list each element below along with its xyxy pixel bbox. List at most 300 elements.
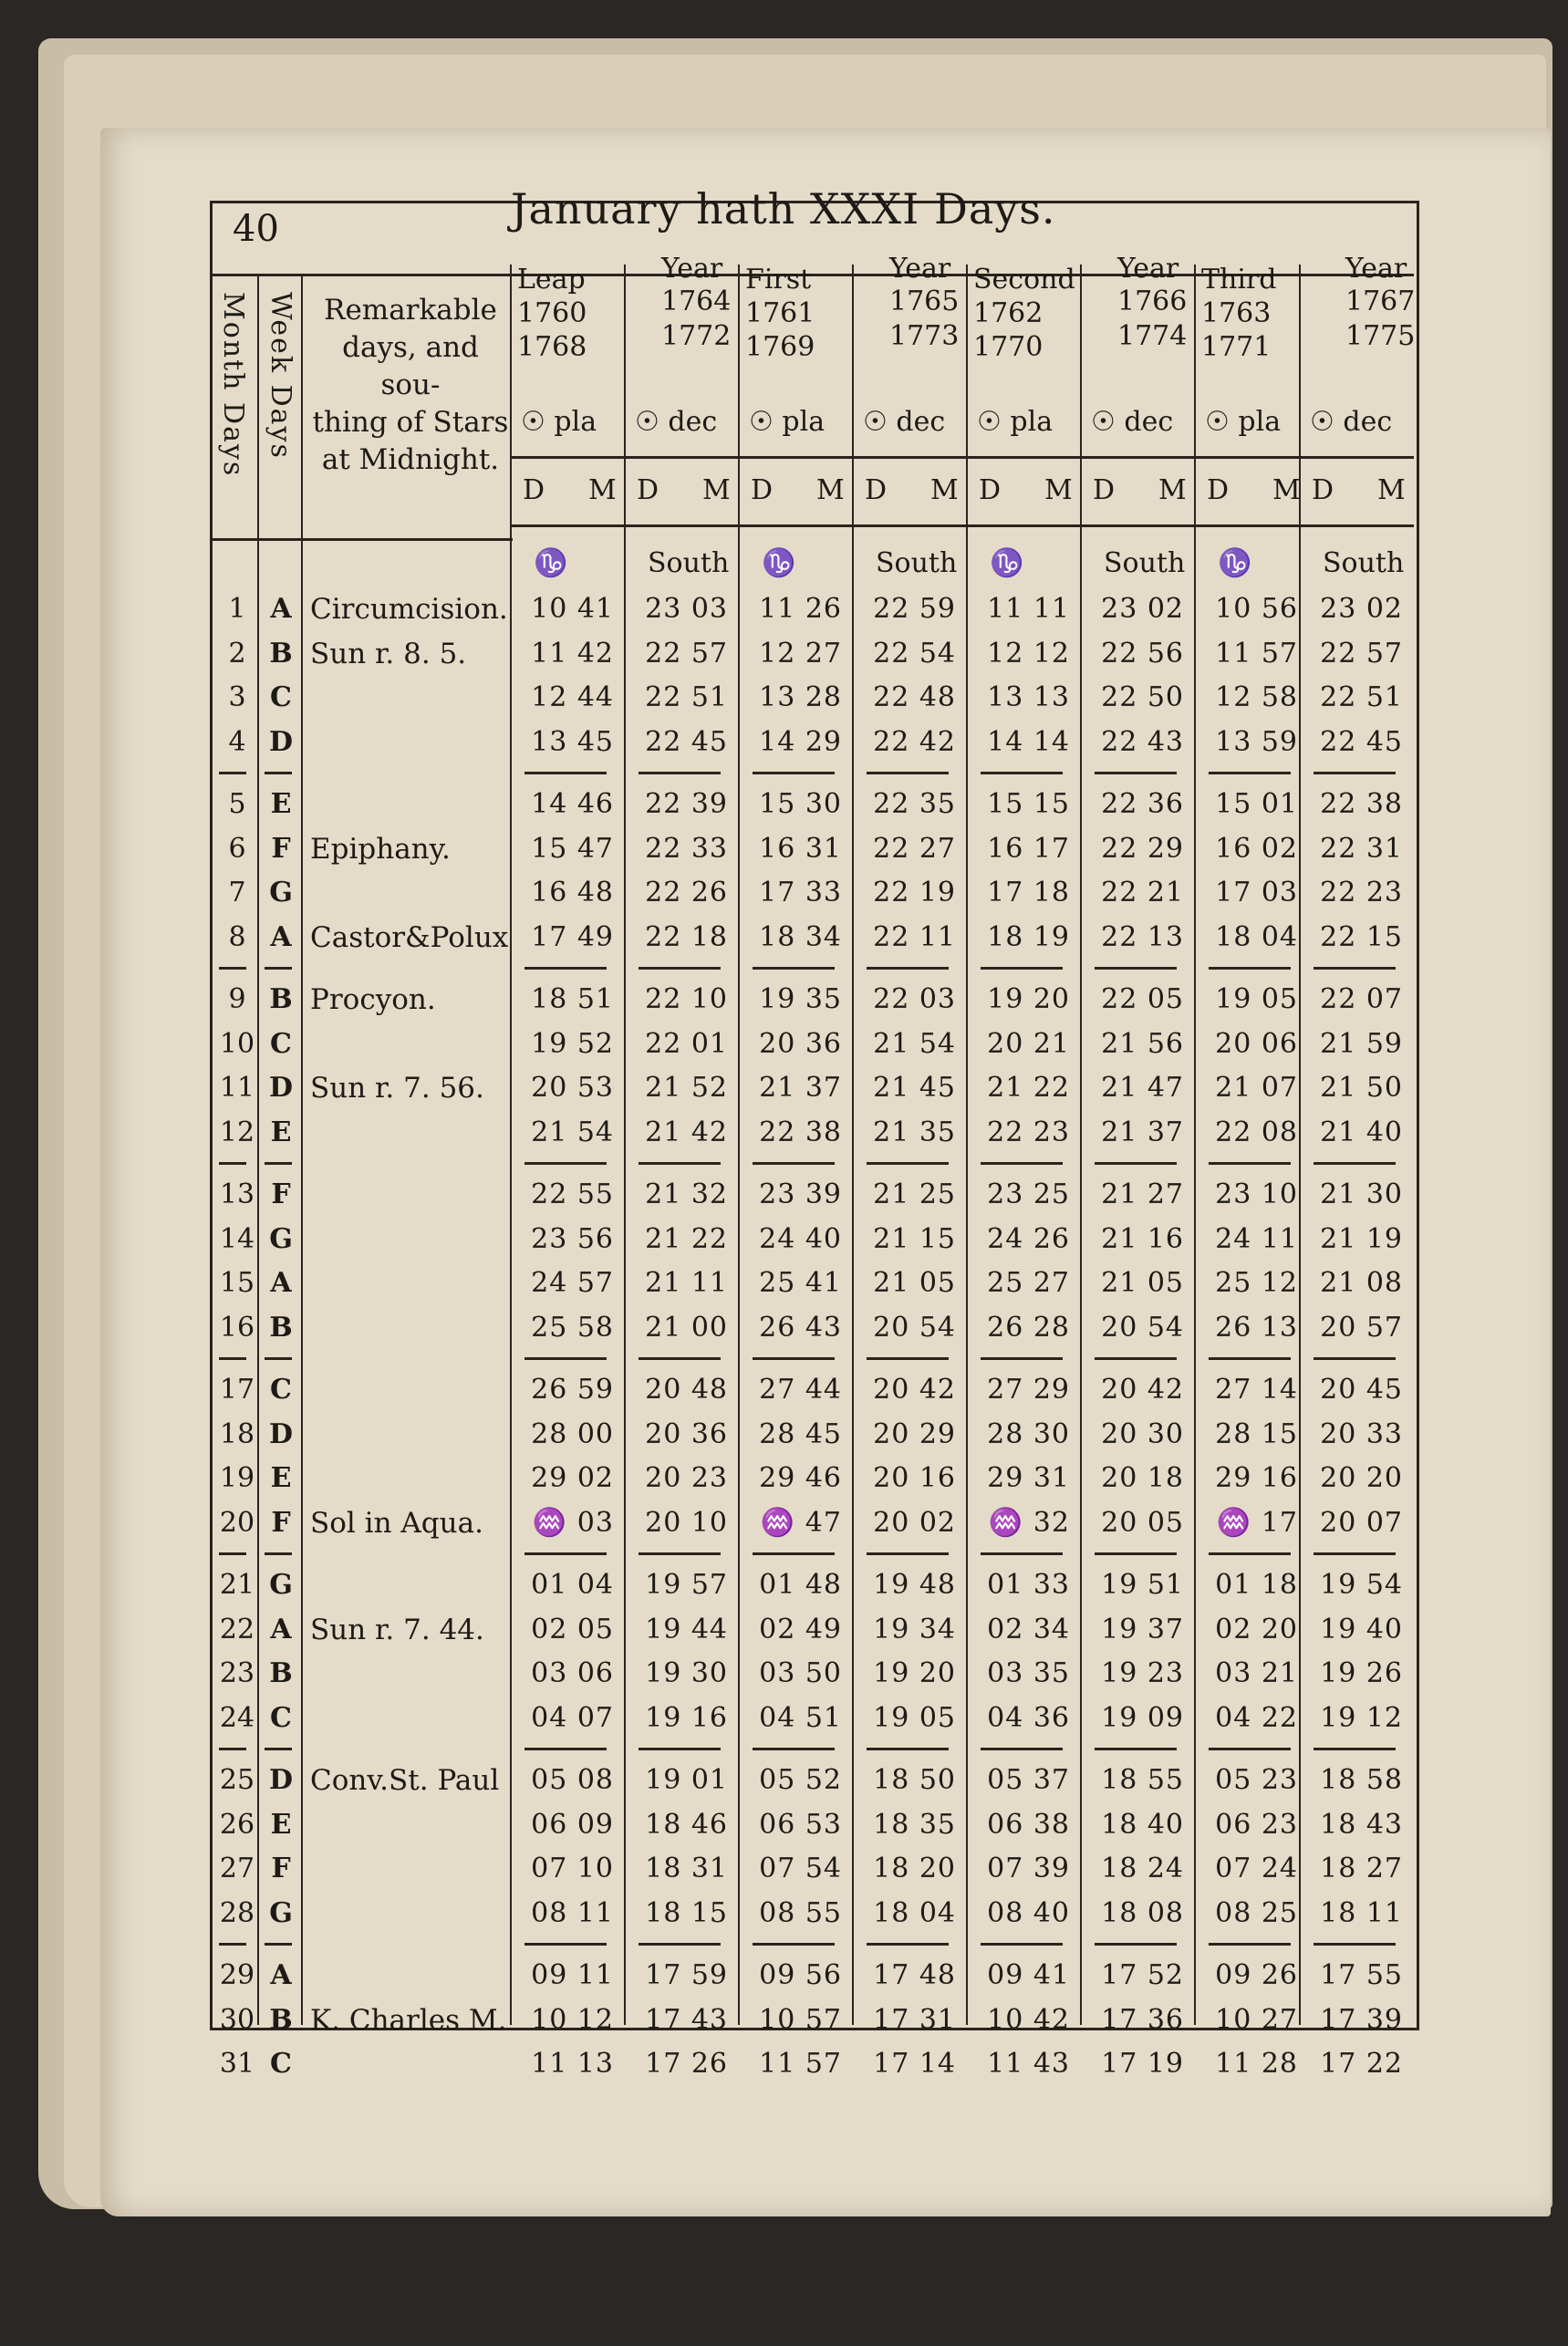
- sun-declination-cell: 22 50: [1101, 681, 1184, 713]
- sun-declination-cell: 18 40: [1101, 1808, 1184, 1841]
- week-dash: [265, 772, 292, 774]
- sun-pla-heading: ☉ pla: [521, 406, 597, 438]
- month-day-number: 28: [219, 1896, 255, 1929]
- sun-declination-cell: 22 45: [645, 725, 728, 758]
- sun-dec-heading: ☉ dec: [863, 406, 946, 438]
- sun-place-cell: 20 21: [987, 1027, 1070, 1060]
- sun-declination-cell: 22 36: [1101, 788, 1184, 820]
- remarkable-day: Sun r. 8. 5.: [310, 637, 467, 670]
- remarkable-day: Epiphany.: [310, 832, 451, 866]
- sun-place-cell: 21 37: [759, 1072, 842, 1104]
- sun-place-cell: 08 40: [987, 1896, 1070, 1929]
- sun-declination-cell: 19 26: [1320, 1657, 1403, 1689]
- sun-place-cell: 26 59: [531, 1374, 614, 1406]
- sun-declination-cell: 20 16: [873, 1462, 956, 1494]
- group-rule: [1314, 1357, 1396, 1360]
- sun-declination-cell: 22 51: [645, 681, 728, 713]
- sun-declination-cell: 21 37: [1101, 1116, 1184, 1148]
- group-rule: [867, 1357, 949, 1360]
- sun-declination-cell: 17 26: [645, 2048, 728, 2080]
- sun-place-cell: 14 46: [531, 788, 614, 820]
- week-day-letter: C: [270, 2048, 292, 2080]
- group-rule: [524, 967, 607, 970]
- year-group-year: 1766: [1117, 285, 1188, 317]
- sun-declination-cell: 20 36: [645, 1417, 728, 1450]
- year-group-year: 1771: [1201, 331, 1272, 363]
- sun-dec-heading: ☉ dec: [635, 406, 718, 438]
- year-group-year: 1768: [517, 331, 587, 363]
- sun-declination-cell: 18 20: [873, 1853, 956, 1884]
- group-rule: [753, 1162, 835, 1165]
- sun-place-cell: 25 27: [987, 1267, 1070, 1299]
- column-rule: [1080, 265, 1082, 2025]
- sun-place-cell: 15 01: [1215, 788, 1298, 820]
- sun-place-cell: 16 31: [759, 832, 842, 865]
- sun-declination-cell: 22 15: [1320, 920, 1403, 953]
- degree-heading: D: [1093, 474, 1116, 506]
- capricorn-sign: ♑: [990, 547, 1024, 579]
- sun-declination-cell: 22 35: [873, 788, 956, 820]
- sun-place-cell: 23 10: [1215, 1178, 1298, 1210]
- month-day-number: 27: [219, 1853, 255, 1884]
- week-day-letter: C: [270, 1027, 292, 1060]
- column-rule: [257, 274, 259, 2025]
- sun-declination-cell: 17 59: [645, 1959, 728, 1991]
- sun-place-cell: ♒ 32: [988, 1506, 1070, 1539]
- remarkable-heading-line: thing of Stars: [312, 406, 509, 439]
- week-dash: [219, 1748, 246, 1750]
- column-rule: [624, 265, 626, 2025]
- sun-place-cell: 11 26: [759, 593, 842, 625]
- sun-place-cell: 24 26: [987, 1222, 1070, 1255]
- minute-heading: M: [1377, 474, 1406, 506]
- sun-place-cell: 11 43: [987, 2048, 1070, 2080]
- remarkable-day: Circumcision.: [310, 593, 508, 626]
- sun-declination-cell: 21 19: [1320, 1222, 1403, 1255]
- month-day-number: 6: [228, 832, 246, 865]
- month-day-number: 19: [219, 1462, 255, 1494]
- month-day-number: 12: [219, 1116, 255, 1148]
- year-group-year: 1772: [661, 320, 732, 352]
- remarkable-heading-line: days, and sou-: [342, 331, 479, 401]
- sun-pla-heading: ☉ pla: [977, 406, 1054, 438]
- sun-place-cell: 13 28: [759, 681, 842, 713]
- minute-heading: M: [1044, 474, 1073, 506]
- capricorn-sign: ♑: [534, 547, 568, 579]
- sun-place-cell: 07 10: [531, 1853, 614, 1884]
- group-rule: [524, 1943, 607, 1946]
- group-rule: [1095, 772, 1177, 774]
- group-rule: [753, 1357, 835, 1360]
- month-day-number: 13: [219, 1178, 255, 1210]
- capricorn-sign: ♑: [1218, 547, 1252, 579]
- month-day-number: 25: [219, 1764, 255, 1796]
- sun-place-cell: 03 06: [531, 1657, 614, 1689]
- sun-declination-cell: 19 57: [645, 1569, 728, 1601]
- sun-declination-cell: 21 45: [873, 1072, 956, 1104]
- sun-declination-cell: 20 29: [873, 1417, 956, 1450]
- sun-declination-cell: 21 42: [645, 1116, 728, 1148]
- subhead-rule: [511, 456, 1414, 459]
- month-day-number: 18: [219, 1417, 255, 1450]
- column-rule: [1194, 265, 1196, 2025]
- sun-place-cell: 23 39: [759, 1178, 842, 1210]
- sun-declination-cell: 22 48: [873, 681, 956, 713]
- south-label: South: [1104, 547, 1186, 579]
- sun-place-cell: 19 20: [987, 983, 1070, 1015]
- degree-heading: D: [865, 474, 888, 506]
- sun-place-cell: 23 56: [531, 1222, 614, 1255]
- group-rule: [981, 967, 1063, 970]
- month-day-number: 23: [219, 1657, 255, 1689]
- year-group-tag: Year: [1345, 253, 1407, 285]
- sun-place-cell: 29 31: [987, 1462, 1070, 1494]
- group-rule: [1314, 772, 1396, 774]
- sun-declination-cell: 17 39: [1320, 2003, 1403, 2036]
- sun-declination-cell: 21 30: [1320, 1178, 1403, 1210]
- sun-declination-cell: 22 27: [873, 832, 956, 865]
- minute-heading: M: [702, 474, 731, 506]
- week-dash: [219, 1162, 246, 1165]
- capricorn-sign: ♑: [762, 547, 796, 579]
- week-day-letter: G: [269, 1222, 293, 1255]
- group-rule: [867, 1552, 949, 1555]
- month-day-number: 4: [228, 725, 246, 758]
- sun-declination-cell: 18 08: [1101, 1896, 1184, 1929]
- sun-place-cell: 14 29: [759, 725, 842, 758]
- sun-place-cell: 11 42: [531, 637, 614, 670]
- sun-declination-cell: 22 26: [645, 877, 728, 908]
- sun-place-cell: 18 04: [1215, 920, 1298, 953]
- group-rule: [1314, 1748, 1396, 1750]
- month-day-number: 17: [219, 1374, 255, 1406]
- sun-declination-cell: 18 24: [1101, 1853, 1184, 1884]
- sun-declination-cell: 18 58: [1320, 1764, 1403, 1796]
- sun-declination-cell: 17 31: [873, 2003, 956, 2036]
- year-group-year: 1769: [745, 331, 815, 363]
- sun-place-cell: 01 33: [987, 1569, 1070, 1601]
- sun-place-cell: 08 11: [531, 1896, 614, 1929]
- sun-place-cell: 02 05: [531, 1613, 614, 1645]
- sun-place-cell: 28 15: [1215, 1417, 1298, 1450]
- sun-place-cell: 09 56: [759, 1959, 842, 1991]
- sun-place-cell: 04 36: [987, 1701, 1070, 1734]
- month-day-number: 8: [228, 920, 246, 953]
- sun-place-cell: ♒ 47: [760, 1506, 842, 1539]
- sun-place-cell: 22 08: [1215, 1116, 1298, 1148]
- year-group-year: 1773: [889, 320, 960, 352]
- month-day-number: 20: [219, 1506, 255, 1539]
- sun-place-cell: 16 48: [531, 877, 614, 908]
- group-rule: [639, 1162, 721, 1165]
- sun-place-cell: 08 25: [1215, 1896, 1298, 1929]
- month-day-number: 26: [219, 1808, 255, 1841]
- sun-place-cell: 28 45: [759, 1417, 842, 1450]
- remarkable-day: Procyon.: [310, 983, 436, 1016]
- sun-place-cell: 27 29: [987, 1374, 1070, 1406]
- sun-declination-cell: 21 08: [1320, 1267, 1403, 1299]
- year-group-year: 1760: [517, 297, 587, 329]
- sun-declination-cell: 21 25: [873, 1178, 956, 1210]
- remarkable-day: K. Charles M.: [310, 2003, 507, 2037]
- sun-declination-cell: 22 38: [1320, 788, 1403, 820]
- sun-place-cell: 03 50: [759, 1657, 842, 1689]
- sun-dec-heading: ☉ dec: [1091, 406, 1174, 438]
- sun-declination-cell: 20 42: [1101, 1374, 1184, 1406]
- group-rule: [1095, 1162, 1177, 1165]
- week-dash: [219, 1357, 246, 1360]
- week-day-letter: A: [270, 1613, 292, 1645]
- sun-declination-cell: 17 52: [1101, 1959, 1184, 1991]
- sun-declination-cell: 22 45: [1320, 725, 1403, 758]
- sun-declination-cell: 22 59: [873, 593, 956, 625]
- group-rule: [1209, 1552, 1291, 1555]
- remarkable-heading: [310, 292, 511, 479]
- week-day-letter: C: [270, 1701, 292, 1734]
- group-rule: [867, 1748, 949, 1750]
- week-dash: [265, 1162, 292, 1165]
- sun-place-cell: 14 14: [987, 725, 1070, 758]
- year-group-year: 1775: [1345, 320, 1416, 352]
- week-day-letter: A: [270, 1267, 292, 1299]
- column-rule: [738, 265, 740, 2025]
- month-day-number: 31: [219, 2048, 255, 2080]
- remarkable-day: Sol in Aqua.: [310, 1506, 483, 1540]
- remarkable-heading-line: Remarkable: [324, 294, 497, 327]
- group-rule: [753, 1748, 835, 1750]
- sun-declination-cell: 22 13: [1101, 920, 1184, 953]
- week-day-letter: E: [270, 1808, 292, 1841]
- column-rule: [510, 265, 512, 2025]
- sun-place-cell: 16 02: [1215, 832, 1298, 865]
- sun-declination-cell: 22 42: [873, 725, 956, 758]
- sun-place-cell: 15 47: [531, 832, 614, 865]
- remarkable-heading-line: at Midnight.: [321, 443, 500, 476]
- group-rule: [1209, 1748, 1291, 1750]
- group-rule: [1209, 1943, 1291, 1946]
- month-day-number: 7: [228, 877, 246, 908]
- sun-declination-cell: 22 05: [1101, 983, 1184, 1015]
- sun-place-cell: 21 07: [1215, 1072, 1298, 1104]
- degree-heading: D: [637, 474, 659, 506]
- group-rule: [1209, 772, 1291, 774]
- sun-declination-cell: 22 33: [645, 832, 728, 865]
- group-rule: [981, 1357, 1063, 1360]
- sun-declination-cell: 17 36: [1101, 2003, 1184, 2036]
- sun-place-cell: 17 03: [1215, 877, 1298, 908]
- year-group-name: Leap: [517, 264, 586, 296]
- minute-heading: M: [1158, 474, 1187, 506]
- week-day-letter: B: [269, 637, 293, 670]
- sun-place-cell: 20 06: [1215, 1027, 1298, 1060]
- sun-place-cell: 10 42: [987, 2003, 1070, 2036]
- sun-declination-cell: 18 04: [873, 1896, 956, 1929]
- sun-place-cell: 20 53: [531, 1072, 614, 1104]
- week-day-letter: E: [270, 1462, 292, 1494]
- group-rule: [1209, 1357, 1291, 1360]
- year-group-tag: Year: [1117, 253, 1179, 285]
- sun-place-cell: 01 04: [531, 1569, 614, 1601]
- sun-declination-cell: 19 05: [873, 1701, 956, 1734]
- week-day-letter: A: [270, 1959, 292, 1991]
- group-rule: [1209, 967, 1291, 970]
- south-label: South: [648, 547, 730, 579]
- week-day-letter: B: [269, 1311, 293, 1344]
- sun-place-cell: 26 28: [987, 1311, 1070, 1344]
- sun-declination-cell: 22 51: [1320, 681, 1403, 713]
- sun-declination-cell: 20 10: [645, 1506, 728, 1539]
- sun-declination-cell: 21 52: [645, 1072, 728, 1104]
- month-day-number: 5: [228, 788, 246, 820]
- group-rule: [753, 967, 835, 970]
- week-dash: [219, 772, 246, 774]
- sun-declination-cell: 22 18: [645, 920, 728, 953]
- group-rule: [981, 1943, 1063, 1946]
- sun-declination-cell: 20 45: [1320, 1374, 1403, 1406]
- sun-place-cell: 02 34: [987, 1613, 1070, 1645]
- group-rule: [639, 772, 721, 774]
- group-rule: [1314, 1162, 1396, 1165]
- sun-place-cell: 12 44: [531, 681, 614, 713]
- group-rule: [1314, 967, 1396, 970]
- sun-declination-cell: 22 11: [873, 920, 956, 953]
- sun-place-cell: 24 40: [759, 1222, 842, 1255]
- sun-declination-cell: 18 27: [1320, 1853, 1403, 1884]
- week-day-letter: D: [268, 1764, 293, 1796]
- month-day-number: 15: [219, 1267, 255, 1299]
- minute-heading: M: [930, 474, 959, 506]
- group-rule: [1095, 1357, 1177, 1360]
- sun-place-cell: 07 39: [987, 1853, 1070, 1884]
- sun-declination-cell: 21 32: [645, 1178, 728, 1210]
- sun-place-cell: 12 58: [1215, 681, 1298, 713]
- week-day-letter: D: [268, 725, 293, 758]
- sun-declination-cell: 19 20: [873, 1657, 956, 1689]
- sun-declination-cell: 20 05: [1101, 1506, 1184, 1539]
- sun-declination-cell: 22 39: [645, 788, 728, 820]
- sun-declination-cell: 19 51: [1101, 1569, 1184, 1601]
- page-number: 40: [233, 208, 279, 250]
- group-rule: [867, 1943, 949, 1946]
- sun-place-cell: 12 27: [759, 637, 842, 670]
- group-rule: [524, 1357, 607, 1360]
- sun-declination-cell: 21 05: [873, 1267, 956, 1299]
- sun-place-cell: 17 49: [531, 920, 614, 953]
- sun-declination-cell: 21 11: [645, 1267, 728, 1299]
- year-group-year: 1767: [1345, 285, 1416, 317]
- sun-declination-cell: 22 01: [645, 1027, 728, 1060]
- sun-declination-cell: 17 14: [873, 2048, 956, 2080]
- sun-place-cell: ♒ 17: [1216, 1506, 1298, 1539]
- group-rule: [1095, 1943, 1177, 1946]
- week-day-letter: E: [270, 1116, 292, 1148]
- sun-place-cell: 03 21: [1215, 1657, 1298, 1689]
- sun-declination-cell: 17 19: [1101, 2048, 1184, 2080]
- sun-declination-cell: 22 57: [1320, 637, 1403, 670]
- group-rule: [639, 1748, 721, 1750]
- sun-place-cell: ♒ 03: [532, 1506, 614, 1539]
- sun-declination-cell: 19 37: [1101, 1613, 1184, 1645]
- week-day-letter: A: [270, 920, 292, 953]
- sun-declination-cell: 19 40: [1320, 1613, 1403, 1645]
- sun-declination-cell: 19 44: [645, 1613, 728, 1645]
- sun-place-cell: 24 57: [531, 1267, 614, 1299]
- week-dash: [265, 1357, 292, 1360]
- sun-declination-cell: 19 16: [645, 1701, 728, 1734]
- sun-declination-cell: 21 59: [1320, 1027, 1403, 1060]
- group-rule: [867, 772, 949, 774]
- week-day-letter: F: [271, 1506, 291, 1539]
- sun-place-cell: 25 41: [759, 1267, 842, 1299]
- sun-place-cell: 02 20: [1215, 1613, 1298, 1645]
- group-rule: [867, 967, 949, 970]
- sun-declination-cell: 21 47: [1101, 1072, 1184, 1104]
- degree-heading: D: [1312, 474, 1334, 506]
- sun-place-cell: 24 11: [1215, 1222, 1298, 1255]
- sun-declination-cell: 22 23: [1320, 877, 1403, 908]
- group-rule: [524, 772, 607, 774]
- degree-heading: D: [979, 474, 1002, 506]
- stub-rule: [212, 538, 513, 541]
- week-day-letter: B: [269, 983, 293, 1015]
- sun-declination-cell: 18 43: [1320, 1808, 1403, 1841]
- sun-declination-cell: 19 54: [1320, 1569, 1403, 1601]
- group-rule: [981, 1552, 1063, 1555]
- month-day-number: 22: [219, 1613, 255, 1645]
- week-dash: [265, 1552, 292, 1555]
- sun-place-cell: 02 49: [759, 1613, 842, 1645]
- sun-declination-cell: 22 54: [873, 637, 956, 670]
- sun-place-cell: 06 23: [1215, 1808, 1298, 1841]
- sun-declination-cell: 19 30: [645, 1657, 728, 1689]
- sun-place-cell: 27 14: [1215, 1374, 1298, 1406]
- sun-declination-cell: 18 50: [873, 1764, 956, 1796]
- sun-place-cell: 18 19: [987, 920, 1070, 953]
- page-title: January hath XXXI Days.: [511, 184, 1056, 234]
- sun-declination-cell: 22 29: [1101, 832, 1184, 865]
- sun-declination-cell: 23 03: [645, 593, 728, 625]
- year-group-year: 1762: [973, 297, 1044, 329]
- sun-place-cell: 25 12: [1215, 1267, 1298, 1299]
- sun-place-cell: 29 16: [1215, 1462, 1298, 1494]
- week-dash: [219, 967, 246, 970]
- sun-place-cell: 19 52: [531, 1027, 614, 1060]
- sun-declination-cell: 20 20: [1320, 1462, 1403, 1494]
- group-rule: [753, 1552, 835, 1555]
- group-rule: [753, 1943, 835, 1946]
- sun-declination-cell: 20 48: [645, 1374, 728, 1406]
- group-rule: [981, 1748, 1063, 1750]
- sun-place-cell: 10 12: [531, 2003, 614, 2036]
- sun-place-cell: 19 05: [1215, 983, 1298, 1015]
- sun-declination-cell: 22 43: [1101, 725, 1184, 758]
- sun-declination-cell: 23 02: [1320, 593, 1403, 625]
- sun-declination-cell: 17 48: [873, 1959, 956, 1991]
- month-days-heading: Month Days: [217, 292, 249, 478]
- sun-place-cell: 09 41: [987, 1959, 1070, 1991]
- sun-declination-cell: 21 00: [645, 1311, 728, 1344]
- minute-heading: M: [588, 474, 617, 506]
- sun-place-cell: 05 08: [531, 1764, 614, 1796]
- week-dash: [265, 967, 292, 970]
- sun-place-cell: 11 28: [1215, 2048, 1298, 2080]
- sun-place-cell: 13 45: [531, 725, 614, 758]
- sun-place-cell: 22 55: [531, 1178, 614, 1210]
- sun-declination-cell: 17 43: [645, 2003, 728, 2036]
- group-rule: [981, 1162, 1063, 1165]
- sun-place-cell: 12 12: [987, 637, 1070, 670]
- sun-place-cell: 27 44: [759, 1374, 842, 1406]
